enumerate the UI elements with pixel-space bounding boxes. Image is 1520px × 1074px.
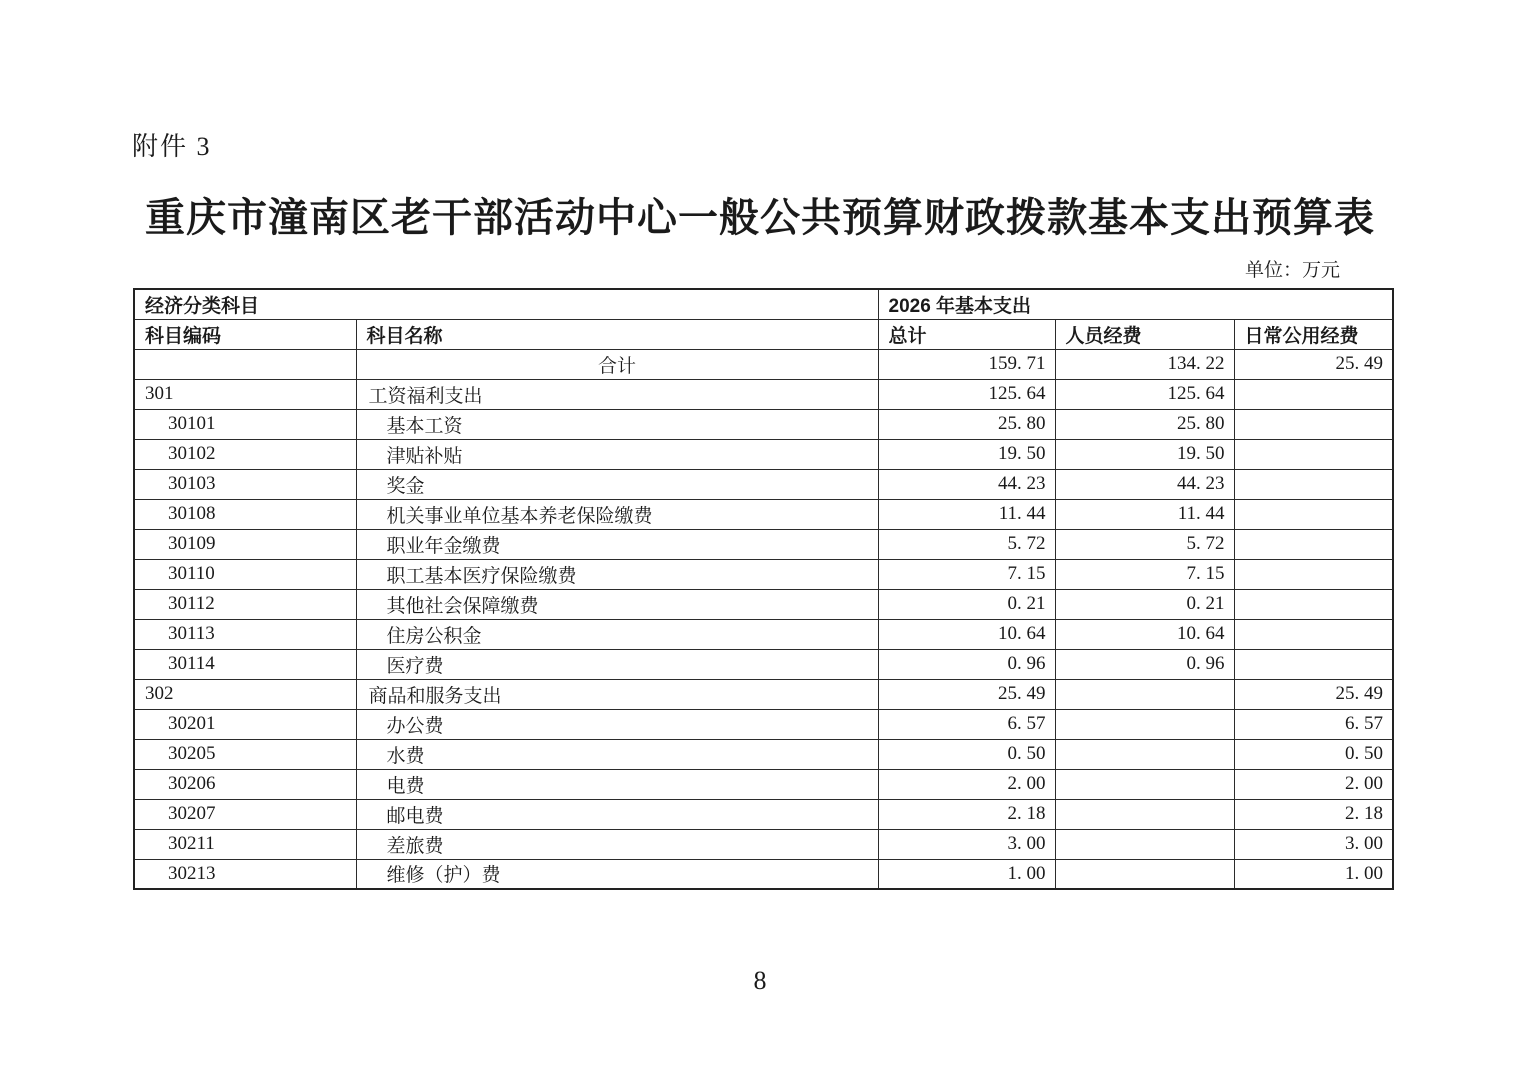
personnel-cell — [1055, 679, 1234, 709]
daily-cell — [1234, 499, 1393, 529]
subject-code-cell: 301 — [134, 379, 356, 409]
subject-code-cell: 30201 — [134, 709, 356, 739]
table-row — [134, 649, 1393, 679]
subject-name-cell: 水费 — [356, 739, 878, 769]
daily-cell — [1234, 529, 1393, 559]
subject-code-cell: 30112 — [134, 589, 356, 619]
subject-name-cell: 工资福利支出 — [356, 379, 878, 409]
table-row — [134, 469, 1393, 499]
table-row — [134, 559, 1393, 589]
personnel-cell — [1055, 859, 1234, 889]
total-cell: 0. 21 — [878, 589, 1055, 619]
subject-code-cell: 30113 — [134, 619, 356, 649]
subject-name-cell: 合计 — [356, 349, 878, 379]
personnel-cell — [1055, 799, 1234, 829]
table-row — [134, 439, 1393, 469]
header-subject-name: 科目名称 — [356, 319, 878, 349]
total-cell: 5. 72 — [878, 529, 1055, 559]
total-cell: 10. 64 — [878, 619, 1055, 649]
subject-name-cell: 奖金 — [356, 469, 878, 499]
subject-code-cell — [134, 349, 356, 379]
daily-cell — [1234, 619, 1393, 649]
table-row — [134, 589, 1393, 619]
table-row — [134, 379, 1393, 409]
daily-cell — [1234, 409, 1393, 439]
subject-code-cell: 30101 — [134, 409, 356, 439]
total-cell: 0. 50 — [878, 739, 1055, 769]
personnel-cell: 0. 96 — [1055, 649, 1234, 679]
header-economic-category: 经济分类科目 — [134, 289, 878, 319]
daily-cell: 3. 00 — [1234, 829, 1393, 859]
subject-code-cell: 30102 — [134, 439, 356, 469]
subject-code-cell: 30213 — [134, 859, 356, 889]
daily-cell: 6. 57 — [1234, 709, 1393, 739]
total-cell: 3. 00 — [878, 829, 1055, 859]
personnel-cell: 0. 21 — [1055, 589, 1234, 619]
table-row — [134, 499, 1393, 529]
total-cell: 11. 44 — [878, 499, 1055, 529]
subject-code-cell: 30109 — [134, 529, 356, 559]
daily-cell: 2. 00 — [1234, 769, 1393, 799]
table-row — [134, 529, 1393, 559]
table-row — [134, 409, 1393, 439]
header-total: 总计 — [878, 319, 1055, 349]
subject-code-cell: 302 — [134, 679, 356, 709]
total-cell: 6. 57 — [878, 709, 1055, 739]
personnel-cell: 10. 64 — [1055, 619, 1234, 649]
subject-name-cell: 差旅费 — [356, 829, 878, 859]
table-row — [134, 679, 1393, 709]
personnel-cell: 19. 50 — [1055, 439, 1234, 469]
table-row-total — [134, 349, 1393, 379]
subject-name-cell: 办公费 — [356, 709, 878, 739]
header-year-basic-expenditure: 2026 年基本支出 — [878, 289, 1393, 319]
total-cell: 19. 50 — [878, 439, 1055, 469]
attachment-label: 附件 3 — [132, 132, 212, 161]
page-number: 8 — [753, 966, 767, 995]
table-row — [134, 709, 1393, 739]
subject-name-cell: 机关事业单位基本养老保险缴费 — [356, 499, 878, 529]
personnel-cell: 11. 44 — [1055, 499, 1234, 529]
subject-name-cell: 津贴补贴 — [356, 439, 878, 469]
personnel-cell: 25. 80 — [1055, 409, 1234, 439]
subject-name-cell: 医疗费 — [356, 649, 878, 679]
total-cell: 44. 23 — [878, 469, 1055, 499]
subject-code-cell: 30205 — [134, 739, 356, 769]
total-cell: 159. 71 — [878, 349, 1055, 379]
personnel-cell — [1055, 829, 1234, 859]
subject-code-cell: 30103 — [134, 469, 356, 499]
daily-cell: 2. 18 — [1234, 799, 1393, 829]
personnel-cell: 7. 15 — [1055, 559, 1234, 589]
subject-name-cell: 电费 — [356, 769, 878, 799]
daily-cell — [1234, 649, 1393, 679]
table-header-row-2 — [134, 319, 1393, 349]
daily-cell — [1234, 439, 1393, 469]
subject-code-cell: 30114 — [134, 649, 356, 679]
daily-cell: 25. 49 — [1234, 679, 1393, 709]
budget-table — [133, 288, 1394, 890]
subject-code-cell: 30108 — [134, 499, 356, 529]
subject-name-cell: 商品和服务支出 — [356, 679, 878, 709]
total-cell: 0. 96 — [878, 649, 1055, 679]
subject-code-cell: 30211 — [134, 829, 356, 859]
daily-cell: 25. 49 — [1234, 349, 1393, 379]
daily-cell: 0. 50 — [1234, 739, 1393, 769]
subject-name-cell: 职业年金缴费 — [356, 529, 878, 559]
table-row — [134, 799, 1393, 829]
personnel-cell: 125. 64 — [1055, 379, 1234, 409]
table-row — [134, 829, 1393, 859]
personnel-cell — [1055, 739, 1234, 769]
unit-note: 单位：万元 — [1244, 260, 1340, 281]
personnel-cell: 5. 72 — [1055, 529, 1234, 559]
total-cell: 2. 00 — [878, 769, 1055, 799]
subject-code-cell: 30207 — [134, 799, 356, 829]
header-daily-public-funds: 日常公用经费 — [1234, 319, 1393, 349]
daily-cell: 1. 00 — [1234, 859, 1393, 889]
total-cell: 2. 18 — [878, 799, 1055, 829]
subject-name-cell: 其他社会保障缴费 — [356, 589, 878, 619]
subject-name-cell: 职工基本医疗保险缴费 — [356, 559, 878, 589]
total-cell: 25. 80 — [878, 409, 1055, 439]
daily-cell — [1234, 589, 1393, 619]
subject-code-cell: 30206 — [134, 769, 356, 799]
table-row — [134, 739, 1393, 769]
personnel-cell — [1055, 709, 1234, 739]
subject-name-cell: 邮电费 — [356, 799, 878, 829]
personnel-cell: 134. 22 — [1055, 349, 1234, 379]
total-cell: 125. 64 — [878, 379, 1055, 409]
page-title: 重庆市潼南区老干部活动中心一般公共预算财政拨款基本支出预算表 — [145, 195, 1375, 240]
header-subject-code: 科目编码 — [134, 319, 356, 349]
total-cell: 1. 00 — [878, 859, 1055, 889]
daily-cell — [1234, 469, 1393, 499]
daily-cell — [1234, 379, 1393, 409]
total-cell: 7. 15 — [878, 559, 1055, 589]
subject-code-cell: 30110 — [134, 559, 356, 589]
table-row — [134, 859, 1393, 889]
daily-cell — [1234, 559, 1393, 589]
table-row — [134, 769, 1393, 799]
table-header-row-1 — [134, 289, 1393, 319]
subject-name-cell: 基本工资 — [356, 409, 878, 439]
table-row — [134, 619, 1393, 649]
subject-name-cell: 住房公积金 — [356, 619, 878, 649]
personnel-cell: 44. 23 — [1055, 469, 1234, 499]
header-personnel-funds: 人员经费 — [1055, 319, 1234, 349]
subject-name-cell: 维修（护）费 — [356, 859, 878, 889]
total-cell: 25. 49 — [878, 679, 1055, 709]
personnel-cell — [1055, 769, 1234, 799]
